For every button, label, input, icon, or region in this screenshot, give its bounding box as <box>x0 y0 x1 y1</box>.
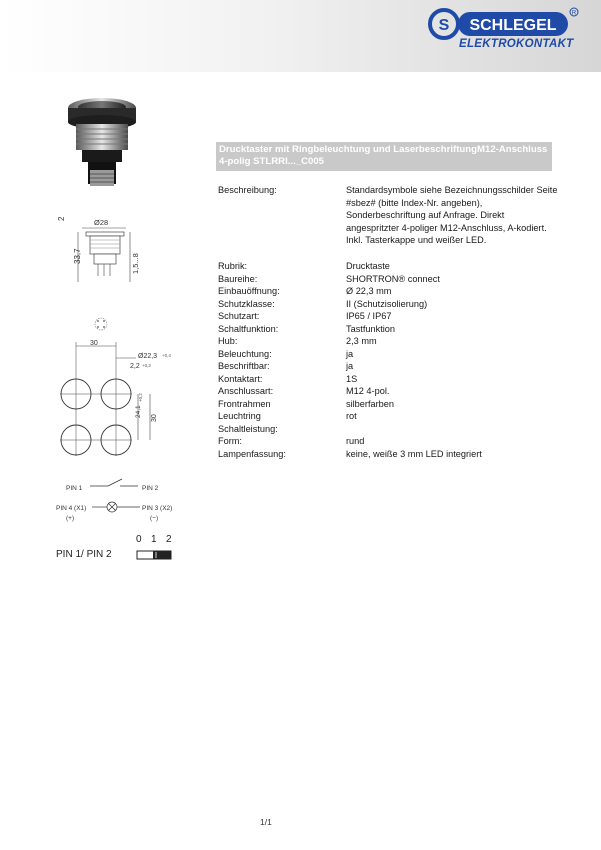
dim-diameter-label: Ø28 <box>94 218 109 227</box>
page-number: 1/1 <box>260 817 272 827</box>
description-line: Inkl. Tasterkappe und weißer LED. <box>346 235 487 245</box>
spec-value: SHORTRON® connect <box>346 273 440 284</box>
spec-value: ja <box>346 348 354 359</box>
svg-text:R: R <box>571 10 577 17</box>
description-label: Beschreibung: <box>218 185 277 195</box>
m12-connector-icon <box>92 316 110 332</box>
pin4-sign: (+) <box>66 515 75 522</box>
spec-label: Einbauöffnung: <box>218 286 280 296</box>
panel-cutout-drawing <box>60 338 180 466</box>
spec-label: Schaltleistung: <box>218 423 278 434</box>
switch-position: 2 <box>166 534 172 545</box>
switch-position: 0 <box>136 534 142 545</box>
cutout-small-tolerance: +0,2 <box>138 393 143 402</box>
spec-label: Form: <box>218 436 242 446</box>
product-title: Drucktaster mit Ringbeleuchtung und LaserbeschriftungM12-Anschluss 4-polig STLRRI..._C005 <box>216 142 552 171</box>
description-line: angespritzter 4-poliger M12-Anschluss, A-kodiert. <box>346 222 547 233</box>
pin4-label: PIN 4 (X1) <box>56 505 87 512</box>
cutout-gap-label: 2,2 <box>130 363 140 370</box>
dim-side-label: 1,5...8 <box>131 253 140 274</box>
dim-top-label: 2 <box>57 216 66 221</box>
cutout-height-label: 30 <box>151 414 158 422</box>
switch-position: 1 <box>151 534 157 545</box>
pin3-label: PIN 3 (X2) <box>142 505 173 512</box>
spec-value: keine, weiße 3 mm LED integriert <box>346 448 482 459</box>
spec-label: Leuchtring <box>218 411 261 421</box>
dim-height-label: 33,7 <box>73 248 82 264</box>
brand-name: SCHLEGEL <box>469 17 557 34</box>
spec-label: Beleuchtung: <box>218 348 272 359</box>
cutout-small-label: 24,1 <box>135 405 142 418</box>
cutout-hole-label: Ø22,3 <box>138 353 158 360</box>
spec-value: silberfarben <box>346 398 395 409</box>
description-line: Sonderbeschriftung auf Anfrage. Direkt <box>346 210 505 220</box>
spec-label: Hub: <box>218 336 238 346</box>
pin1-label: PIN 1 <box>66 485 83 492</box>
schlegel-logo <box>428 6 596 66</box>
switch-state-bar <box>136 549 176 561</box>
spec-label: Schaltfunktion: <box>218 323 279 334</box>
spec-value: Drucktaste <box>346 261 390 271</box>
cutout-gap-tolerance: +0,2 <box>142 363 151 368</box>
spec-value: Tastfunktion <box>346 323 396 334</box>
spec-label: Schutzklasse: <box>218 298 275 309</box>
spec-label: Schutzart: <box>218 311 260 321</box>
spec-label: Kontaktart: <box>218 373 263 384</box>
pin2-label: PIN 2 <box>142 485 159 492</box>
spec-label: Lampenfassung: <box>218 448 286 459</box>
spec-value: rund <box>346 436 365 446</box>
spec-value: 2,3 mm <box>346 336 377 346</box>
spec-value: M12 4-pol. <box>346 386 390 396</box>
spec-value: 1S <box>346 373 358 384</box>
spec-label: Baureihe: <box>218 273 258 284</box>
spec-label: Beschriftbar: <box>218 361 270 371</box>
spec-value: rot <box>346 411 357 421</box>
dimension-drawing <box>52 210 142 290</box>
pin3-sign: (−) <box>150 515 159 522</box>
description-line: Standardsymbole siehe Bezeichnungsschilder Seite <box>346 185 558 195</box>
svg-text:S: S <box>438 17 450 34</box>
brand-subtitle: ELEKTROKONTAKT <box>459 38 574 50</box>
wiring-diagram <box>52 474 192 530</box>
product-photo <box>56 94 148 200</box>
spec-value: ja <box>346 361 354 371</box>
spec-value: IP65 / IP67 <box>346 311 392 321</box>
cutout-hole-tolerance: +0,4 <box>162 353 171 358</box>
description-line: #sbez# (bitte Index-Nr. angeben), <box>346 197 483 208</box>
spec-value: II (Schutzisolierung) <box>346 298 428 309</box>
spec-value: Ø 22,3 mm <box>346 286 392 296</box>
cutout-width-label: 30 <box>90 340 98 347</box>
spec-label: Frontrahmen <box>218 398 271 409</box>
spec-label: Rubrik: <box>218 261 248 271</box>
switch-diagram-label: PIN 1/ PIN 2 <box>56 549 112 560</box>
spec-label: Anschlussart: <box>218 386 274 396</box>
